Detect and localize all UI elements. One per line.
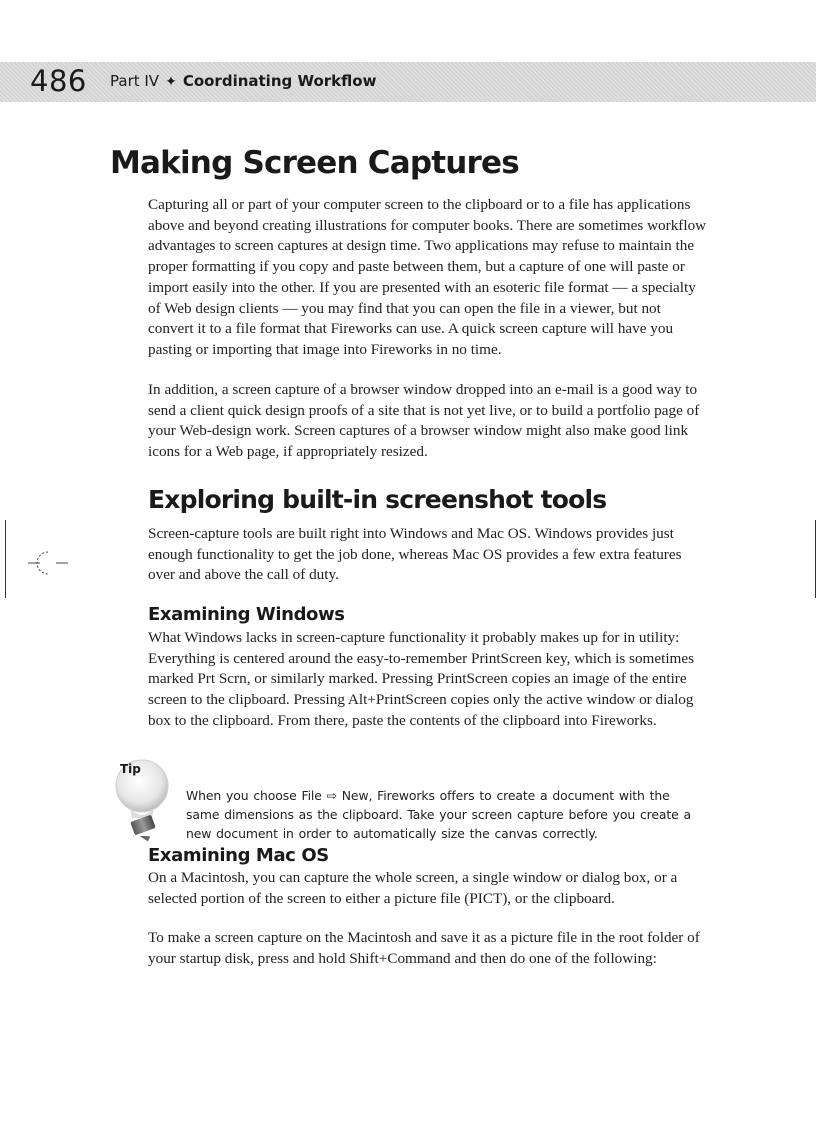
separator-icon: ✦	[165, 74, 177, 90]
section-heading: Making Screen Captures	[110, 145, 519, 181]
subsection-heading: Exploring built-in screenshot tools	[148, 485, 607, 514]
mac-heading: Examining Mac OS	[148, 845, 329, 866]
registration-mark-icon	[28, 548, 68, 578]
tip-label: Tip	[120, 762, 141, 776]
chapter-title: Coordinating Workflow	[182, 72, 377, 90]
page-number: 486	[30, 64, 87, 98]
windows-heading: Examining Windows	[148, 604, 345, 625]
crop-mark-left	[5, 520, 6, 598]
mac-paragraph-1: On a Macintosh, you can capture the whole screen, a single window or dialog box, or a selected portion of the screen to either a picture file (PICT), or the clipboard.	[148, 869, 678, 907]
windows-paragraph: What Windows lacks in screen-capture functionality it probably makes up for in utility: Everything is centered around the easy-to-remember PrintScreen key, which is sometimes marked Prt Scrn, or similarly marked. Pressing PrintScreen copies an image of the entire screen to the clipboard. Pressing Alt+PrintScreen copies only the active window or dialog box to the clipboard. From there, paste the contents of the clipboard into Fireworks.	[148, 629, 695, 729]
running-head	[110, 72, 376, 90]
tip-text: When you choose File ⇨ New, Fireworks offers to create a document with the same dimensions as the clipboard. Take your screen capture before you create a new document in order to automatically size the canvas correctly.	[186, 788, 692, 841]
part-label: Part IV	[110, 72, 160, 90]
mac-paragraph-2: To make a screen capture on the Macintosh and save it as a picture file in the root folder of your startup disk, press and hold Shift+Command and then do one of the following:	[148, 929, 700, 967]
intro-paragraph-1: Capturing all or part of your computer screen to the clipboard or to a file has applications above and beyond creating illustrations for computer books. There are sometimes workflow advantages to screen captures at design time. Two applications may refuse to maintain the proper formatting if you copy and paste between them, but a capture of one will paste or import easily into the other. If you are presented with an esoteric file format — a specialty of Web design clients — you may find that you can open the file in a viewer, but not convert it to a file format that Fireworks can use. A quick screen capture will have you pasting or importing that image into Fireworks in no time.	[148, 196, 707, 358]
subsection-paragraph: Screen-capture tools are built right into Windows and Mac OS. Windows provides just enough functionality to get the job done, whereas Mac OS provides a few extra features over and above the call of duty.	[148, 525, 682, 584]
intro-paragraph-2: In addition, a screen capture of a browser window dropped into an e-mail is a good way to send a client quick design proofs of a site that is not yet live, or to build a portfolio page of your Web-design work. Screen captures of a browser window might also make good link icons for a Web page, if appropriately resized.	[148, 381, 700, 461]
